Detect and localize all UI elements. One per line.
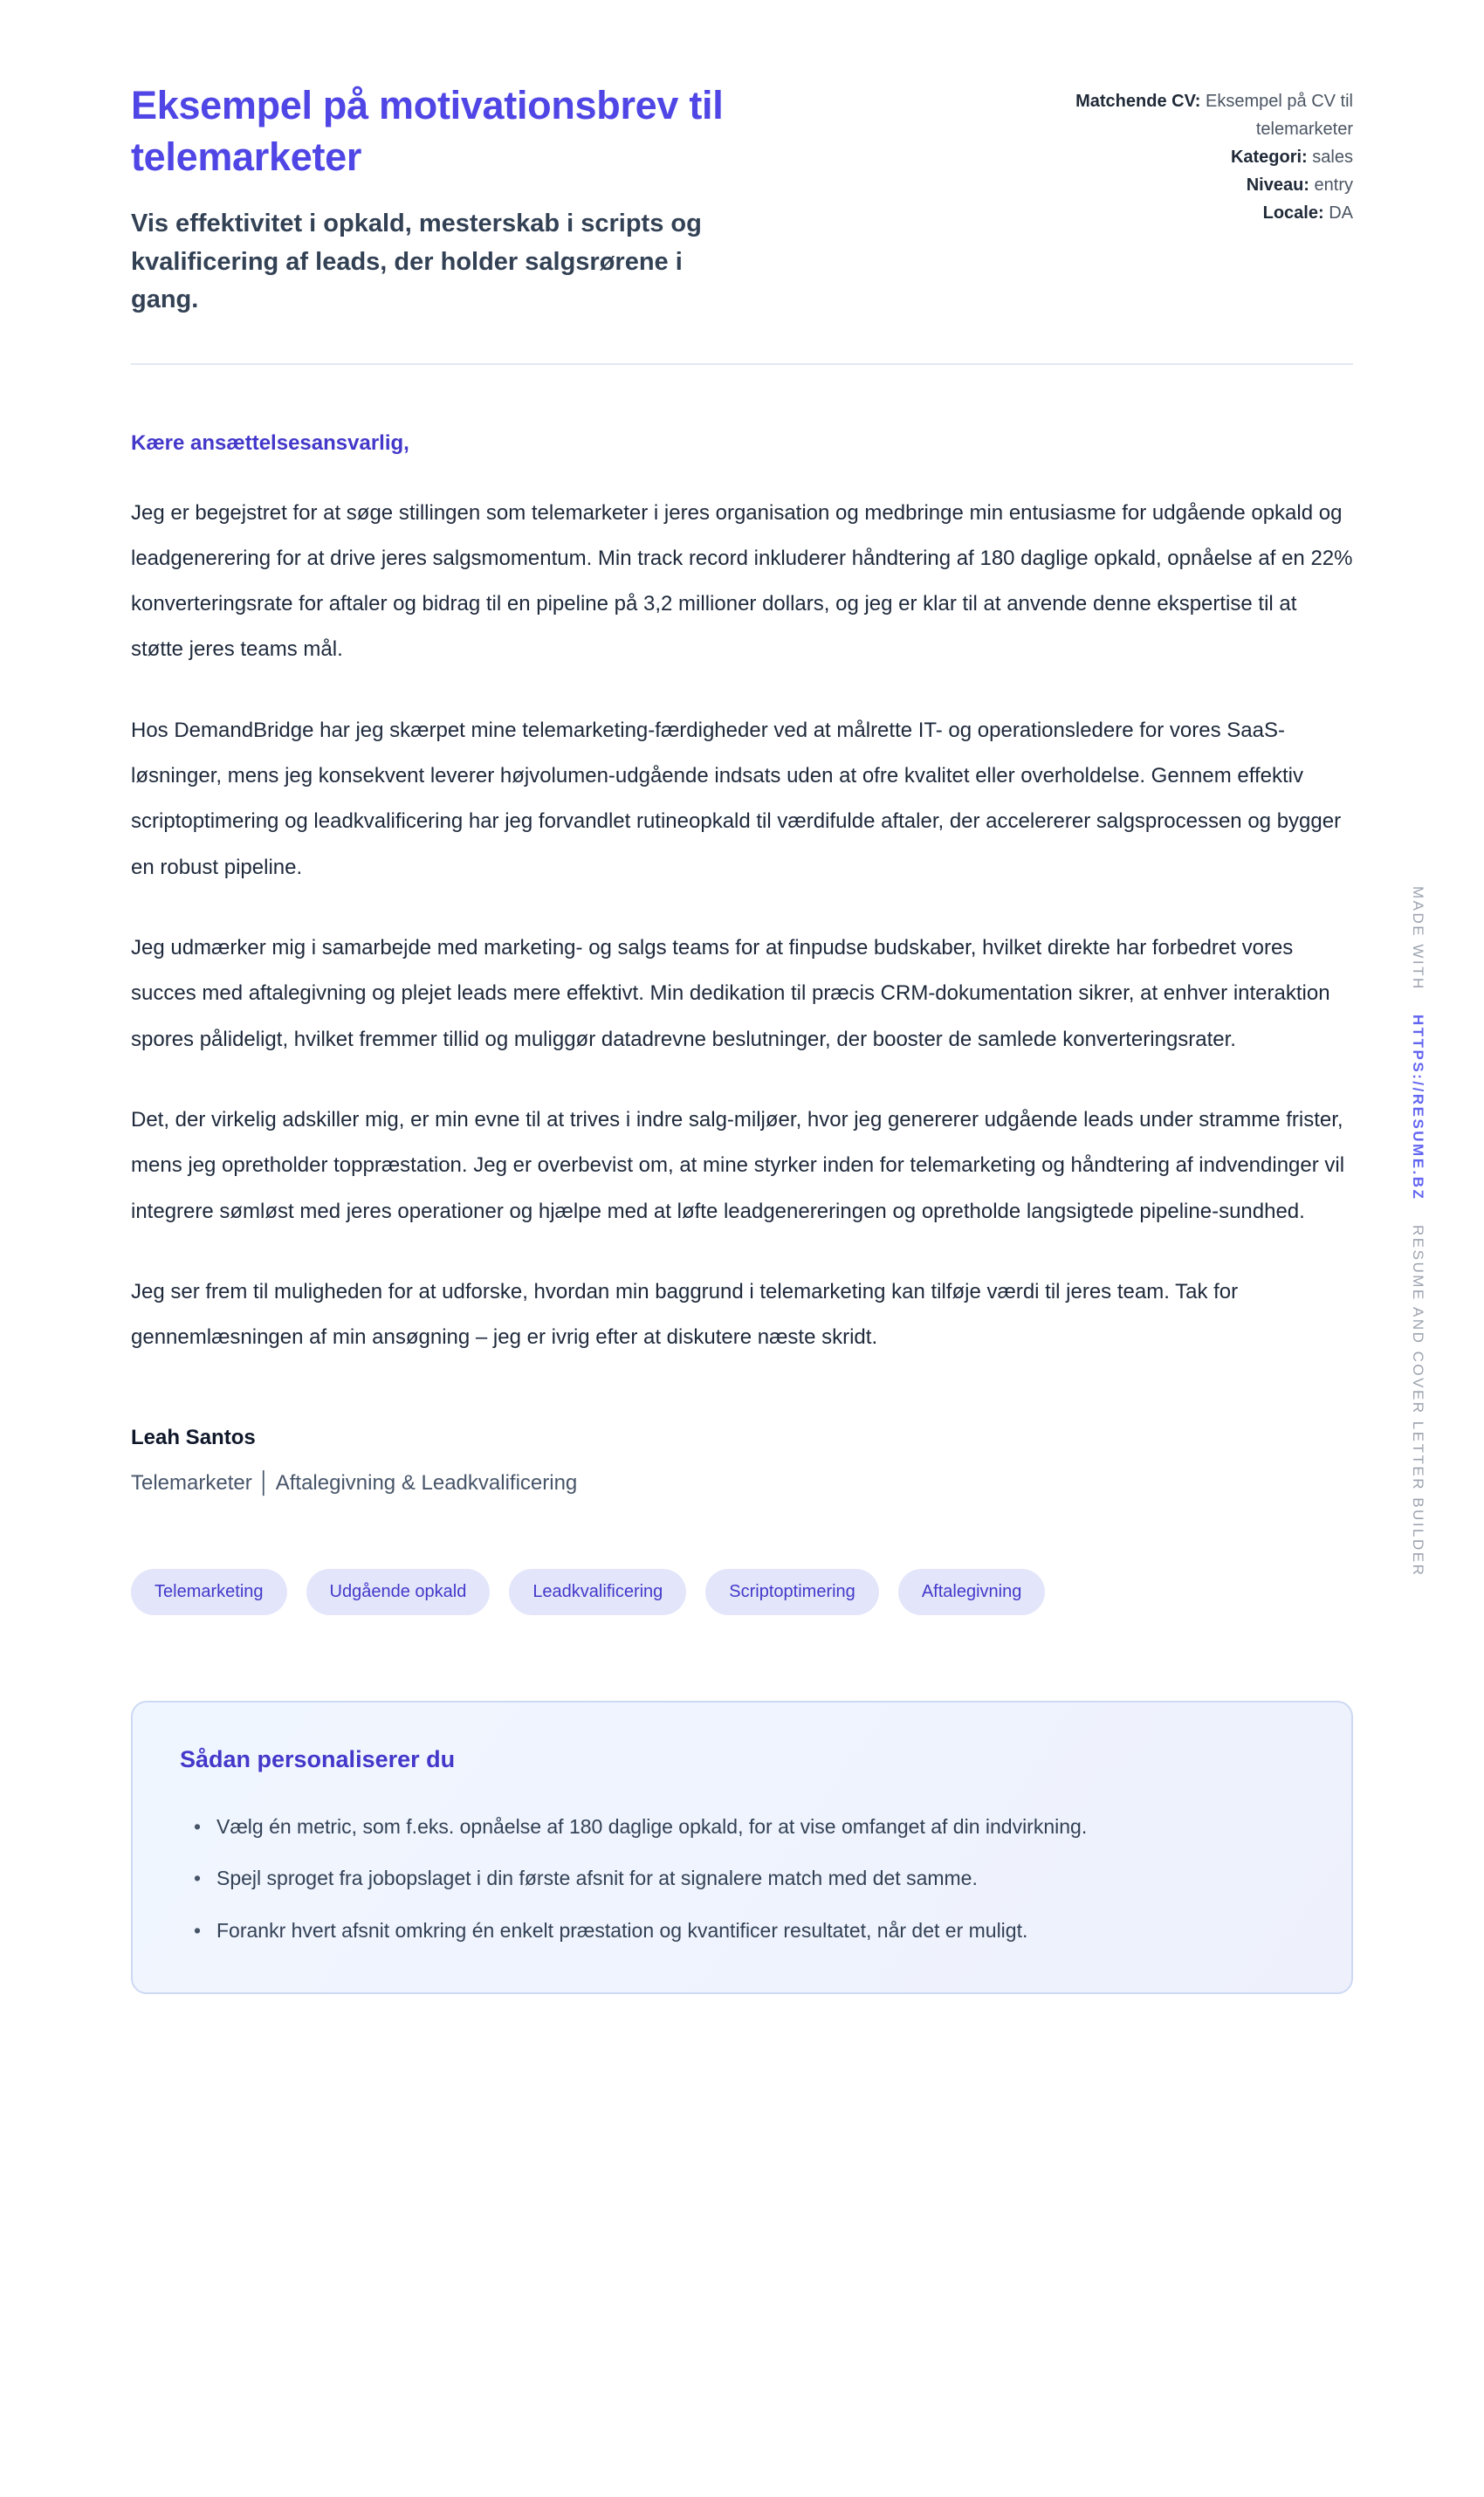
header-divider bbox=[131, 363, 1353, 365]
greeting: Kære ansættelsesansvarlig, bbox=[131, 430, 409, 455]
meta-value: sales bbox=[1312, 148, 1353, 167]
header-title-block bbox=[131, 80, 794, 320]
meta-label: Matchende CV: bbox=[1075, 92, 1201, 111]
tip-item: • Forankr hvert afsnit omkring én enkelt præstation og kvantificer resultatet, når det er muligt. bbox=[180, 1912, 1245, 1950]
signature-role: Telemarketer │ Aftalegivning & Leadkvalificering bbox=[131, 1470, 578, 1495]
tip-item: • Vælg én metric, som f.eks. opnåelse af 180 daglige opkald, for at vise omfanget af din indvirkning. bbox=[180, 1808, 1245, 1847]
signature-name: Leah Santos bbox=[131, 1425, 256, 1449]
page-title: Eksempel på motivationsbrev til telemarketer bbox=[131, 83, 724, 179]
tag-list bbox=[131, 1569, 1353, 1615]
tag-outbound-calls: Udgående opkald bbox=[306, 1569, 491, 1615]
meta-label: Niveau: bbox=[1246, 175, 1309, 195]
tag-telemarketing: Telemarketing bbox=[131, 1569, 287, 1615]
tip-item: • Spejl sproget fra jobopslaget i din første afsnit for at signalere match med det samme. bbox=[180, 1860, 1245, 1898]
letter-paragraph: Jeg ser frem til muligheden for at udforske, hvordan min baggrund i telemarketing kan tilføje værdi til jeres team. Tak for gennemlæsningen af min ansøgning – jeg er ivrig efter at diskutere næste skridt. bbox=[131, 1279, 1239, 1350]
letter-paragraph: Hos DemandBridge har jeg skærpet mine telemarketing-færdigheder ved at målrette IT- og operationsledere for vores SaaS-løsninger, mens jeg konsekvent leverer højvolumen-udgående indsats uden at ofre kvalitet eller overholdelse. Gennem effektiv scriptoptimering og leadkvalificering har jeg forvandlet rutineopkald til værdifulde aftaler, der accelererer salgsprocessen og bygger en robust pipeline. bbox=[131, 718, 1342, 879]
resume-bz-link[interactable]: HTTPS://RESUME.BZ bbox=[1410, 1015, 1426, 1201]
header bbox=[131, 80, 1353, 320]
watermark bbox=[1409, 886, 1426, 1594]
meta-row-level bbox=[1056, 171, 1353, 199]
tips-card-title: Sådan personaliserer du bbox=[180, 1745, 456, 1772]
meta-value: Eksempel på CV til telemarketer bbox=[1206, 92, 1353, 139]
meta-value: DA bbox=[1329, 203, 1353, 223]
watermark-suffix: RESUME AND COVER LETTER BUILDER bbox=[1410, 1224, 1426, 1578]
watermark-prefix: MADE WITH bbox=[1410, 886, 1426, 991]
tag-script-optimization: Scriptoptimering bbox=[705, 1569, 879, 1615]
meta-row-category bbox=[1056, 143, 1353, 171]
tag-lead-qualification: Leadkvalificering bbox=[509, 1569, 686, 1615]
letter-paragraph: Jeg udmærker mig i samarbejde med marketing- og salgs teams for at finpudse budskaber, hvilket direkte har forbedret vores succes med aftalegivning og plejet leads mere effektivt. Min dedikation til præcis CRM-dokumentation sikrer, at enhver interaktion spores pålideligt, hvilket fremmer tillid og muliggør datadrevne beslutninger, der booster de samlede konverteringsrater. bbox=[131, 936, 1330, 1051]
meta-value: entry bbox=[1314, 175, 1353, 195]
meta-row-locale bbox=[1056, 199, 1353, 227]
letter-body bbox=[131, 431, 1353, 1994]
letter-paragraph: Jeg er begejstret for at søge stillingen som telemarketer i jeres organisation og medbringe min entusiasme for udgående opkald og leadgenerering for at drive jeres salgsmomentum. Min track record inkluderer håndtering af 180 daglige opkald, opnåelse af en 22% konverteringsrate for aftaler og bidrag til en pipeline på 3,2 millioner dollars, og jeg er klar til at anvende denne ekspertise til at støtte jeres teams mål. bbox=[131, 500, 1353, 662]
meta-block bbox=[1056, 87, 1353, 227]
meta-label: Kategori: bbox=[1230, 148, 1308, 167]
tips-list bbox=[180, 1808, 1304, 1950]
tips-card bbox=[131, 1701, 1353, 1994]
meta-row-matching-cv bbox=[1056, 87, 1353, 143]
meta-label: Locale: bbox=[1262, 203, 1324, 223]
tag-appointment-setting: Aftalegivning bbox=[898, 1569, 1046, 1615]
page-subtitle: Vis effektivitet i opkald, mesterskab i scripts og kvalificering af leads, der holder salgsrørene i gang. bbox=[131, 210, 702, 313]
letter-paragraph: Det, der virkelig adskiller mig, er min evne til at trives i indre salg-miljøer, hvor jeg genererer udgående leads under stramme frister, mens jeg opretholder toppræstation. Jeg er overbevist om, at mine styrker inden for telemarketing og håndtering af indvendinger vil integrere sømløst med jeres operationer og hjælpe med at løfte leadgenereringen og opretholde langsigtede pipeline-sundhed. bbox=[131, 1107, 1345, 1223]
